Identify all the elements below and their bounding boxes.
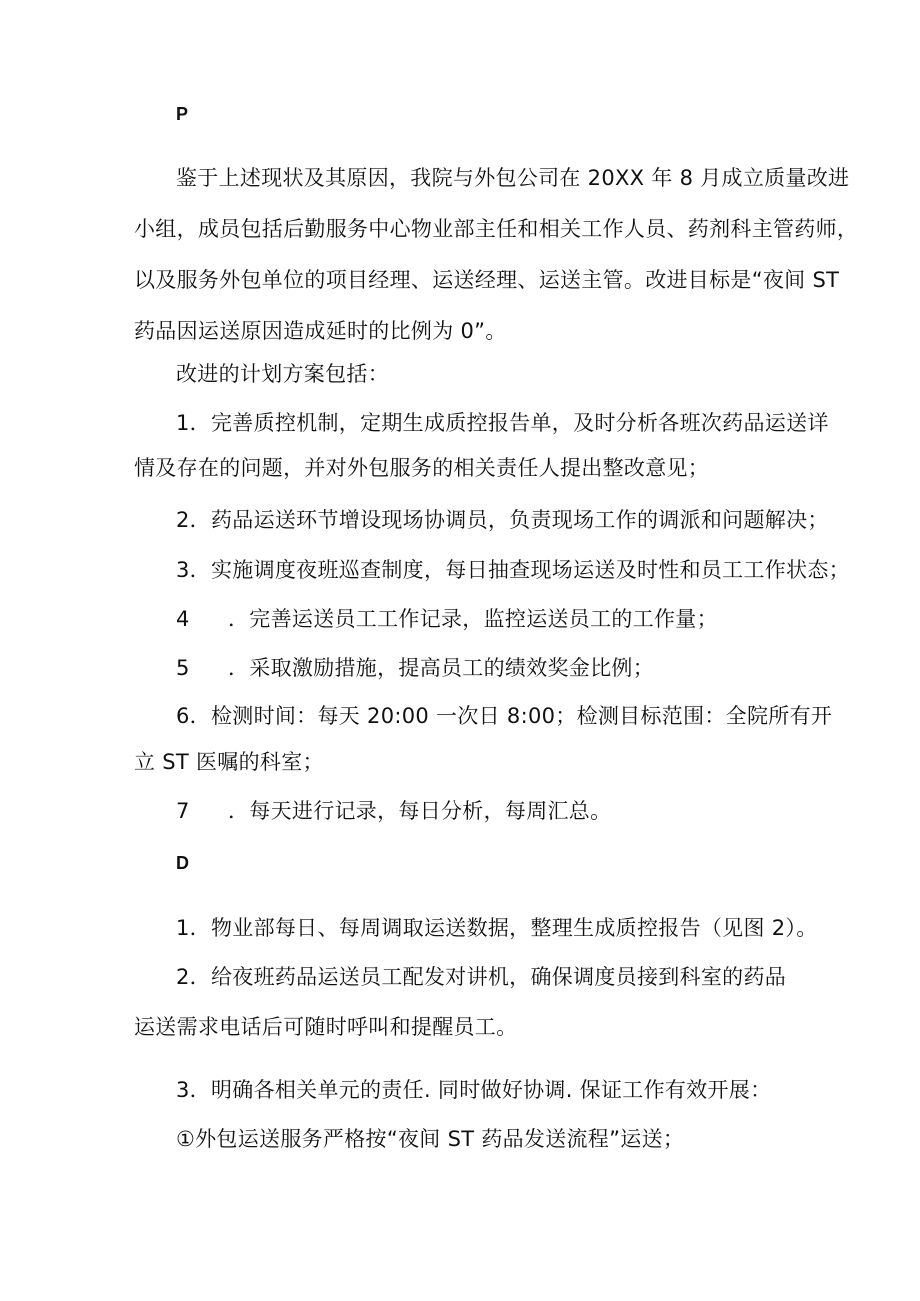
list-item-continuation: 立 ST 医嘱的科室； [134,750,324,774]
list-item-number: 1 [176,411,190,435]
list-item [176,555,850,585]
list-item-number: 4 [176,607,190,631]
list-item-number: 1 [176,916,190,940]
list-item-text: ．采取激励措施，提高员工的绩效奖金比例； [228,656,654,680]
list-item-text: ．实施调度夜班巡查制度，每日抽查现场运送及时性和员工工作状态； [189,558,850,582]
list-item-text: ．每天进行记录，每日分析，每周汇总。 [228,799,612,823]
list-item [176,653,654,683]
sub-item: ①外包运送服务严格按“夜间 ST 药品发送流程”运送； [176,1127,685,1151]
list-item-text: ．完善质控机制，定期生成质控报告单，及时分析各班次药品运送详 [189,411,829,435]
list-item-number: 5 [176,656,190,680]
list-item-text: ．明确各相关单元的责任. 同时做好协调. 保证工作有效开展： [189,1078,772,1102]
section-heading-p: P [176,104,189,124]
list-item [176,1075,771,1105]
list-item [176,701,832,731]
list-item-number: 3 [176,558,190,582]
list-item-text: ．药品运送环节增设现场协调员，负责现场工作的调派和问题解决； [189,508,829,532]
section-heading-d: D [176,853,190,873]
paragraph-line: 小组，成员包括后勤服务中心物业部主任和相关工作人员、药剂科主管药师， [134,217,859,241]
list-item [176,962,786,992]
list-item-text: ．检测时间：每天 20:00 一次日 8:00；检测目标范围：全院所有开 [189,704,833,728]
list-item-text: ．物业部每日、每周调取运送数据，整理生成质控报告（见图 2）。 [189,916,818,940]
plan-intro: 改进的计划方案包括： [176,362,389,386]
list-item [176,796,611,826]
list-item-number: 2 [176,508,190,532]
list-item-continuation: 情及存在的问题，并对外包服务的相关责任人提出整改意见； [134,456,710,480]
list-item-number: 6 [176,704,190,728]
list-item-number: 3 [176,1078,190,1102]
paragraph-line: 鉴于上述现状及其原因，我院与外包公司在 20XX 年 8 月成立质量改进 [176,166,850,190]
list-item-continuation: 运送需求电话后可随时呼叫和提醒员工。 [134,1015,518,1039]
list-item [176,408,829,438]
list-item [176,505,829,535]
list-item-number: 2 [176,965,190,989]
paragraph-line: 药品因运送原因造成延时的比例为 0”。 [134,319,507,343]
paragraph-line: 以及服务外包单位的项目经理、运送经理、运送主管。改进目标是“夜间 ST [134,268,840,292]
list-item [176,913,818,943]
list-item-text: ．完善运送员工工作记录，监控运送员工的工作量； [228,607,718,631]
list-item-number: 7 [176,799,190,823]
list-item-text: ．给夜班药品运送员工配发对讲机，确保调度员接到科室的药品 [189,965,787,989]
list-item [176,604,718,634]
